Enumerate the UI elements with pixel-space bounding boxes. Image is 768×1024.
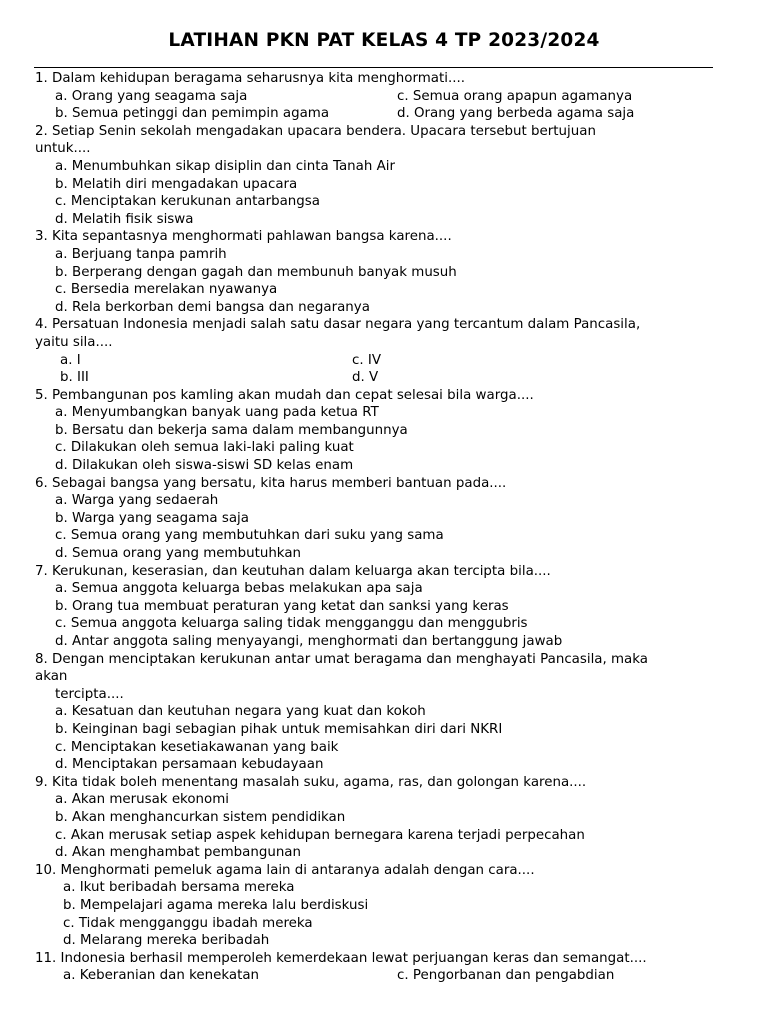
option-b: b. Semua petinggi dan pemimpin agama	[55, 106, 330, 122]
question-text: 2. Setiap Senin sekolah mengadakan upacara bendera. Upacara tersebut bertujuan	[35, 123, 596, 139]
option-b: b. Akan menghancurkan sistem pendidikan	[55, 809, 346, 825]
option-d: d. Dilakukan oleh siswa-siswi SD kelas enam	[55, 458, 354, 474]
option-c: c. Menciptakan kesetiakawanan yang baik	[55, 739, 339, 755]
option-d: d. Melarang mereka beribadah	[63, 933, 270, 949]
option-c: c. Tidak mengganggu ibadah mereka	[63, 915, 313, 931]
option-b: b. Bersatu dan bekerja sama dalam membangunnya	[55, 422, 408, 438]
option-a: a. Ikut beribadah bersama mereka	[63, 880, 295, 896]
question-text: 4. Persatuan Indonesia menjadi salah satu dasar negara yang tercantum dalam Pancasila,	[35, 317, 641, 333]
option-c: c. Semua anggota keluarga saling tidak mengganggu dan menggubris	[55, 616, 528, 632]
question-text: 8. Dengan menciptakan kerukunan antar umat beragama dan menghayati Pancasila, maka	[35, 651, 648, 667]
question-9	[35, 774, 735, 862]
option-b: b. Berperang dengan gagah dan membunuh banyak musuh	[55, 264, 457, 280]
option-row	[35, 105, 735, 123]
question-text: 6. Sebagai bangsa yang bersatu, kita harus memberi bantuan pada....	[35, 475, 507, 491]
question-3	[35, 228, 735, 316]
question-text: 5. Pembangunan pos kamling akan mudah dan cepat selesai bila warga....	[35, 387, 534, 403]
option-c: c. Menciptakan kerukunan antarbangsa	[55, 194, 320, 210]
option-d: d. V	[352, 370, 379, 386]
question-11	[35, 950, 735, 985]
option-b: b. Keinginan bagi sebagian pihak untuk memisahkan diri dari NKRI	[55, 721, 503, 737]
question-text: 1. Dalam kehidupan beragama seharusnya kita menghormati....	[35, 71, 465, 86]
option-row	[35, 967, 735, 985]
option-c: c. IV	[352, 352, 381, 368]
option-c: c. Bersedia merelakan nyawanya	[55, 282, 278, 298]
question-text: 10. Menghormati pemeluk agama lain di antaranya adalah dengan cara....	[35, 862, 535, 878]
option-a: a. Menyumbangkan banyak uang pada ketua RT	[55, 405, 379, 421]
question-4	[35, 316, 735, 386]
option-a: a. Akan merusak ekonomi	[55, 792, 229, 808]
question-list	[35, 70, 735, 985]
option-c: c. Pengorbanan dan pengabdian	[397, 968, 615, 984]
option-a: a. Berjuang tanpa pamrih	[55, 246, 227, 262]
question-1	[35, 70, 735, 123]
option-d: d. Melatih fisik siswa	[55, 211, 194, 227]
question-text: 7. Kerukunan, keserasian, dan keutuhan dalam keluarga akan tercipta bila....	[35, 563, 551, 579]
option-a: a. Orang yang seagama saja	[55, 88, 248, 104]
question-text-continued: untuk....	[35, 141, 91, 157]
question-10	[35, 862, 735, 950]
option-b: b. Orang tua membuat peraturan yang ketat dan sanksi yang keras	[55, 598, 509, 614]
option-c: c. Semua orang apapun agamanya	[397, 88, 633, 104]
option-row	[35, 352, 735, 370]
option-d: d. Semua orang yang membutuhkan	[55, 546, 302, 562]
option-d: d. Antar anggota saling menyayangi, menghormati dan bertanggung jawab	[55, 634, 563, 649]
option-c: c. Dilakukan oleh semua laki-laki paling kuat	[55, 440, 354, 456]
page-title: LATIHAN PKN PAT KELAS 4 TP 2023/2024	[168, 30, 600, 51]
question-2	[35, 123, 735, 229]
question-text: 11. Indonesia berhasil memperoleh kemerdekaan lewat perjuangan keras dan semangat....	[35, 950, 647, 966]
option-b: b. Warga yang seagama saja	[55, 510, 249, 526]
question-text-continued: yaitu sila....	[35, 334, 113, 350]
option-d: d. Menciptakan persamaan kebudayaan	[55, 757, 324, 773]
option-c: c. Akan merusak setiap aspek kehidupan bernegara karena terjadi perpecahan	[55, 827, 585, 843]
option-row	[35, 88, 735, 106]
question-6	[35, 475, 735, 563]
option-b: b. Mempelajari agama mereka lalu berdiskusi	[63, 897, 369, 913]
option-d: d. Orang yang berbeda agama saja	[397, 106, 635, 122]
question-text-continued: akan	[35, 669, 68, 685]
question-5	[35, 387, 735, 475]
question-7	[35, 563, 735, 651]
question-8	[35, 651, 735, 774]
option-d: d. Akan menghambat pembangunan	[55, 845, 302, 861]
option-row	[35, 369, 735, 387]
option-c: c. Semua orang yang membutuhkan dari suku yang sama	[55, 528, 444, 544]
option-d: d. Rela berkorban demi bangsa dan negaranya	[55, 299, 370, 315]
option-b: b. III	[60, 370, 89, 386]
option-a: a. Semua anggota keluarga bebas melakukan apa saja	[55, 581, 423, 597]
option-a: a. Menumbuhkan sikap disiplin dan cinta Tanah Air	[55, 158, 395, 174]
question-text: 3. Kita sepantasnya menghormati pahlawan bangsa karena....	[35, 229, 452, 245]
option-b: b. Melatih diri mengadakan upacara	[55, 176, 298, 192]
title-divider	[34, 67, 713, 68]
option-a: a. Keberanian dan kenekatan	[63, 968, 260, 984]
option-a: a. I	[60, 352, 81, 368]
option-a: a. Kesatuan dan keutuhan negara yang kuat dan kokoh	[55, 704, 426, 720]
question-text-continued: tercipta....	[55, 686, 124, 702]
option-a: a. Warga yang sedaerah	[55, 493, 219, 509]
question-text: 9. Kita tidak boleh menentang masalah suku, agama, ras, dan golongan karena....	[35, 774, 587, 790]
